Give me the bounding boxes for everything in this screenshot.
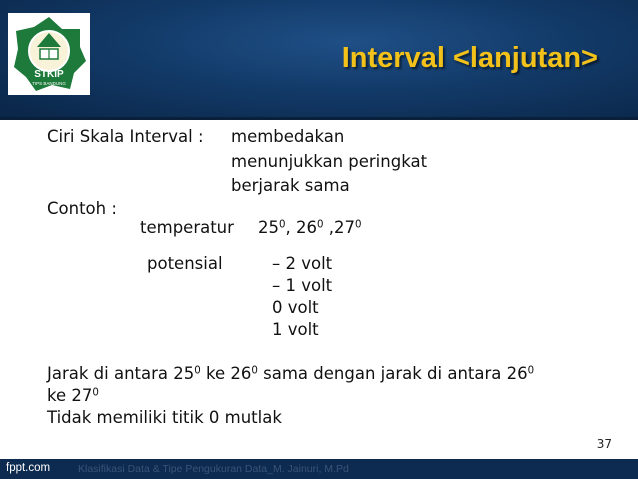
logo-sublabel: TIPS BANDUNG xyxy=(32,81,66,86)
potensial-value: 0 volt xyxy=(272,298,319,317)
logo-label: STKIP xyxy=(34,69,64,80)
jarak-line-continued: ke $27^0$ xyxy=(47,386,99,405)
potensial-value: 1 volt xyxy=(272,320,319,339)
jarak-line: Jarak di antara $25^0$ ke $26^0$ sama dengan jarak di antara $26^0$ xyxy=(47,364,535,383)
potensial-value: – 1 volt xyxy=(272,276,333,295)
stkip-emblem xyxy=(8,13,90,95)
slide-content xyxy=(0,120,638,459)
potensial-value: – 2 volt xyxy=(272,254,333,273)
slide-header xyxy=(0,0,638,120)
slide-title: Interval <lanjutan> xyxy=(341,42,598,74)
slide-footer xyxy=(0,459,638,479)
page-number: 37 xyxy=(596,437,612,451)
temperatur-label: temperatur xyxy=(140,218,234,237)
ciri-item: membedakan xyxy=(231,127,345,146)
ciri-item: menunjukkan peringkat xyxy=(231,152,428,171)
temperatur-values: $25^0$, $26^0$ $,27^0$ xyxy=(258,218,362,237)
ciri-item: berjarak sama xyxy=(231,176,350,195)
footer-site-logo: fppt.com xyxy=(6,462,51,474)
potensial-label: potensial xyxy=(147,254,223,273)
contoh-label: Contoh : xyxy=(47,199,117,218)
ciri-label: Ciri Skala Interval : xyxy=(47,127,204,146)
institution-logo xyxy=(8,13,90,95)
footer-caption: Klasifikasi Data & Tipe Pengukuran Data_M. Jainuri, M.Pd xyxy=(78,463,349,475)
absolute-zero-note: Tidak memiliki titik 0 mutlak xyxy=(47,408,282,427)
